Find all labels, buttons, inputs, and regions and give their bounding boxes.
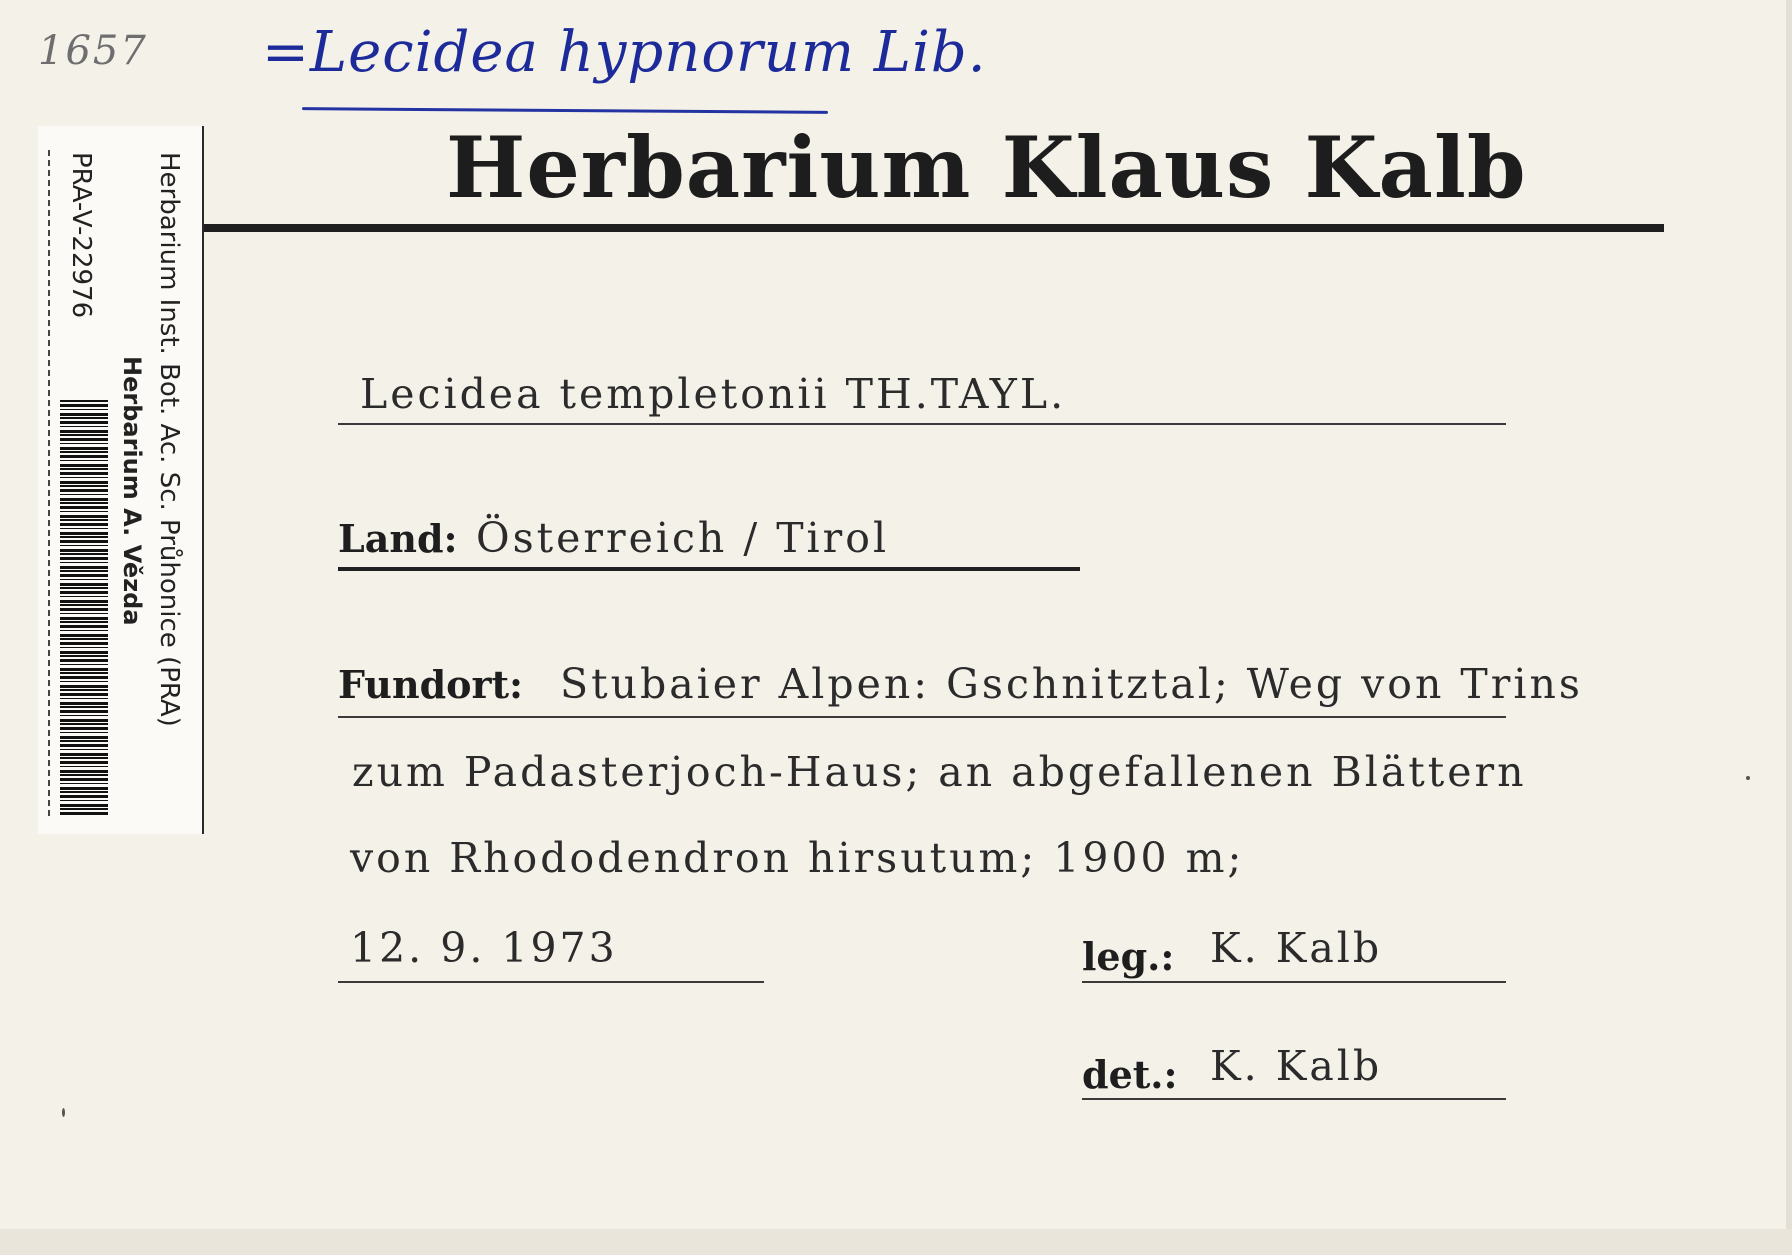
card-edge-right — [1786, 0, 1792, 1255]
handwritten-number: 1657 — [38, 28, 148, 74]
speck — [1746, 776, 1750, 780]
leg-rule — [1082, 981, 1506, 983]
det-rule — [1082, 1098, 1506, 1100]
handwritten-underline — [302, 107, 828, 114]
fundort-line-2: zum Padasterjoch-Haus; an abgefallenen Blättern — [352, 748, 1527, 796]
fundort-line-3: von Rhododendron hirsutum; 1900 m; — [350, 834, 1245, 882]
fundort-line-1: Stubaier Alpen: Gschnitztal; Weg von Trins — [560, 660, 1583, 708]
land-rule — [338, 567, 1080, 571]
collection-date: 12. 9. 1973 — [350, 924, 618, 972]
land-value: Österreich / Tirol — [476, 514, 890, 562]
land-label: Land: — [338, 516, 458, 561]
dashed-separator — [48, 150, 50, 816]
taxon-rule — [338, 423, 1506, 425]
taxon-name: Lecidea templetonii TH.TAYL. — [360, 370, 1067, 418]
handwritten-determination: =Lecidea hypnorum Lib. — [262, 20, 987, 85]
determiner-name: K. Kalb — [1210, 1042, 1383, 1090]
leg-label: leg.: — [1082, 934, 1175, 979]
speck — [62, 1108, 65, 1117]
collector-name: K. Kalb — [1210, 924, 1383, 972]
card-edge-bottom — [0, 1229, 1792, 1255]
catalog-number: PRA-V-22976 — [66, 152, 96, 319]
date-rule — [338, 981, 764, 983]
herbarium-title: Herbarium Klaus Kalb — [446, 118, 1527, 217]
fundort-label: Fundort: — [338, 662, 524, 707]
collection-label: Herbarium A. Vězda — [118, 356, 146, 626]
title-rule — [204, 224, 1664, 232]
fundort-rule — [338, 716, 1506, 718]
institution-label: Herbarium Inst. Bot. Ac. Sc. Průhonice (PRA) — [154, 152, 184, 727]
det-label: det.: — [1082, 1052, 1178, 1097]
barcode — [60, 400, 108, 816]
